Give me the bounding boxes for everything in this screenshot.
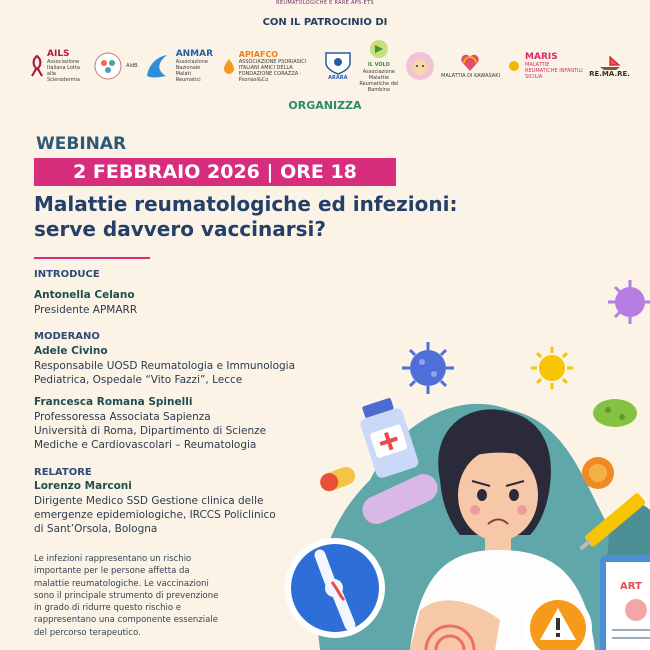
organizer-title: ORGANIZZA (288, 99, 362, 112)
moderator-1-role-2: Pediatrica, Ospedale “Vito Fazzi”, Lecce (34, 374, 243, 386)
moderator-1-role-1: Responsabile UOSD Reumatologia e Immunologia (34, 360, 296, 372)
speaker-role-1: Dirigente Medico SSD Gestione clinica delle (34, 495, 264, 507)
moderator-1-name: Adele Civino (34, 345, 108, 357)
event-title (34, 192, 524, 242)
moderator-2-name: Francesca Romana Spinelli (34, 396, 193, 408)
introduce-label: INTRODUCE (34, 269, 100, 280)
wave-icon (144, 52, 170, 80)
logo-ails: AILS Associazione Italiana Lotta alla Sclerodermia (30, 49, 87, 83)
kite-icon (367, 39, 391, 61)
virus-purple-icon (608, 280, 650, 324)
knee-joint-icon (285, 538, 385, 638)
patron-logos (30, 46, 630, 93)
sun-icon (506, 58, 522, 74)
pill-icon (318, 464, 358, 493)
logo-kawasaki: MALATTIA DI KAWASAKI (441, 54, 500, 79)
moderator-2-role-3: Mediche e Cardiovascolari – Reumatologia (34, 439, 257, 451)
event-title-line-1: Malattie reumatologiche ed infezioni: (34, 192, 458, 216)
date-time-banner: 2 FEBBRAIO 2026 | ORE 18 (34, 158, 396, 186)
woman-face (458, 449, 538, 541)
description-paragraph: Le infezioni rappresentano un rischio importante per le persone affetta da malattie reumatologiche. Le vaccinazioni sono il principale strumento di prevenzione in grado di ridurre questo rischio e rappresentano una componente essenziale del percorso terapeutico. (34, 554, 219, 638)
logo-il-volo: IL VOLO Associazione Malattie Reumatiche del Bambino (359, 39, 399, 93)
logo-remare: RE.MA.RE. (589, 55, 630, 77)
top-strip: REUMATOLOGICHE E RARE APS-ETS (276, 0, 374, 6)
heart-icon (460, 54, 480, 72)
introducer-role: Presidente APMARR (34, 304, 138, 316)
virus-blue-icon (402, 342, 454, 394)
logo-aidb: AIdB (93, 51, 138, 81)
illustration (250, 270, 650, 650)
ribbon-icon (30, 55, 44, 77)
speaker-role-3: di Sant’Orsola, Bologna (34, 523, 158, 535)
germ-orange-icon (582, 457, 614, 489)
clipboard-icon (600, 555, 650, 650)
title-divider (34, 257, 150, 259)
clipboard-label: ART (620, 581, 642, 592)
relatore-label: RELATORE (34, 467, 92, 478)
logo-children (405, 50, 435, 82)
logo-maris: MARIS MALATTIE REUMATICHE INFANTILI SICILIA (506, 52, 583, 80)
speaker-role-2: emergenze epidemiologiche, IRCCS Policlinico (34, 509, 276, 521)
moderator-2-role-2: Università di Roma, Dipartimento di Scienze (34, 425, 267, 437)
introducer-name: Antonella Celano (34, 289, 135, 301)
logo-anmar: ANMAR Associazione Nazionale Malati Reumatici (175, 49, 214, 83)
moderator-2-role-1: Professoressa Associata Sapienza (34, 411, 211, 423)
bacteria-green-icon (593, 399, 637, 427)
logo-arara: ARARA (323, 51, 353, 81)
speaker-name: Lorenzo Marconi (34, 480, 132, 492)
germ-yellow-icon (531, 347, 573, 389)
shield-icon (323, 51, 353, 75)
patron-title: CON IL PATROCINIO DI (262, 17, 388, 28)
circle-emblem-icon (93, 51, 123, 81)
logo-apiafco: APIAFCO ASSOCIAZIONE PSORIASICI ITALIANI AMICI DELLA FONDAZIONE CORAZZA · Psoriasi&Co (222, 50, 317, 83)
child-face-icon (405, 50, 435, 82)
event-title-line-2: serve davvero vaccinarsi? (34, 217, 326, 241)
drop-icon (222, 58, 236, 74)
logo-swoosh (144, 52, 170, 80)
boat-icon (595, 55, 625, 71)
event-type: WEBINAR (36, 134, 127, 154)
vaccine-bottle-icon (355, 395, 420, 479)
moderano-label: MODERANO (34, 331, 100, 342)
